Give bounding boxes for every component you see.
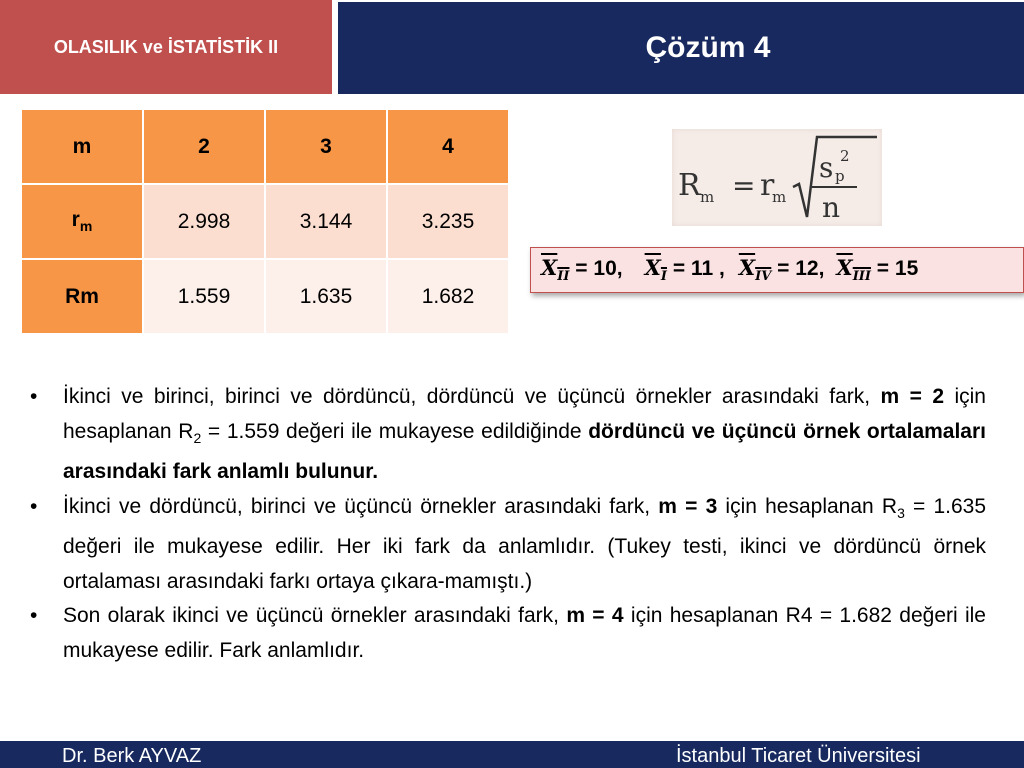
table-cell: 3.235 [387,184,509,259]
group-means-box [530,247,1024,293]
table-cell: 1.682 [387,259,509,334]
list-item [30,380,986,490]
table-cell: 3.144 [265,184,387,259]
text-run: Son olarak ikinci ve üçüncü örnekler arasındaki fark, [63,604,567,628]
mean-item [541,255,623,284]
text-run: için hesaplanan R [717,494,898,518]
text-run-bold: m = 4 [566,604,624,628]
mean-item [645,255,725,284]
subscript: 2 [193,429,202,446]
table-header-cell: 2 [143,109,265,184]
mean-item [739,255,825,284]
explanation-list [30,380,986,668]
table-header-cell: m [21,109,143,184]
row-label-sub: m [79,218,93,235]
bullet-icon: • [30,385,38,408]
table-header-cell: 3 [265,109,387,184]
formula-num: s [819,151,834,184]
mean-value: = 10, [569,257,623,281]
bullet-icon: • [30,494,38,518]
text-run-bold: dördüncü ve üçüncü örnek ortalamaları arasındaki fark anlamlı bulunur. [63,419,986,484]
list-item [30,490,986,600]
text-run: İkinci ve birinci, birinci ve dördüncü, dördüncü ve üçüncü örnekler arasındaki fark, [63,385,881,408]
table-cell: 1.559 [143,259,265,334]
formula-lhs-sub: m [700,188,715,206]
formula-r: r [760,168,775,203]
footer-bar [0,738,1024,768]
table-header-cell: 4 [387,109,509,184]
mean-symbol: $X_{IV}$ [738,255,772,285]
mean-symbol: $X_I$ [644,255,667,285]
row-label-Rm: Rm [21,259,143,334]
subscript: 3 [897,504,905,521]
table-header-row [21,109,509,184]
formula-lhs: R [678,168,701,203]
footer-author: Dr. Berk AYVAZ [62,745,202,767]
table-cell: 1.635 [265,259,387,334]
row-label-main: r [71,208,80,232]
formula-equals: = [732,169,756,202]
row-label-rm [21,184,143,259]
formula-den: n [822,191,841,224]
formula-svg [672,129,882,226]
text-run: İkinci ve dördüncü, birinci ve üçüncü örnekler arasındaki fark, [63,494,659,518]
formula-num-sup: 2 [840,147,850,165]
formula-image [672,129,882,226]
slide-title: Çözüm 4 [645,31,771,64]
mean-value: = 12, [771,257,825,281]
course-title: OLASILIK ve İSTATİSTİK II [53,36,279,57]
bullet-icon: • [30,604,38,628]
footer-university: İstanbul Ticaret Üniversitesi [676,745,921,767]
mean-symbol: $X_{II}$ [541,255,570,285]
list-item [30,599,986,668]
text-run: için hesaplanan R4 = 1.682 değeri ile mukayese edilir. Fark anlamlıdır. [63,604,986,662]
mean-value: = 11 , [667,257,725,281]
text-run-bold: m = 3 [658,494,718,518]
mean-symbol: $X_{III}$ [836,255,871,285]
table-row [21,259,509,334]
text-run: = 1.559 değeri ile mukayese edildiğinde [201,419,589,443]
course-title-banner [0,0,335,94]
text-run: = 1.635 değeri ile mukayese edilir. Her iki fark da anlamlıdır. (Tukey testi, ikinci ve dördüncü örnek ortalaması arasındaki farkı ortaya çıkara-mamıştı.) [63,494,987,593]
range-table [20,108,510,335]
formula-num-sub: p [835,167,845,185]
mean-item [836,255,918,284]
table-cell: 2.998 [143,184,265,259]
mean-value: = 15 [870,257,919,281]
table-row [21,184,509,259]
slide-title-banner [338,2,1024,94]
text-run: için hesaplanan R [63,385,986,443]
formula-r-sub: m [772,188,787,206]
text-run-bold: m = 2 [880,385,945,408]
